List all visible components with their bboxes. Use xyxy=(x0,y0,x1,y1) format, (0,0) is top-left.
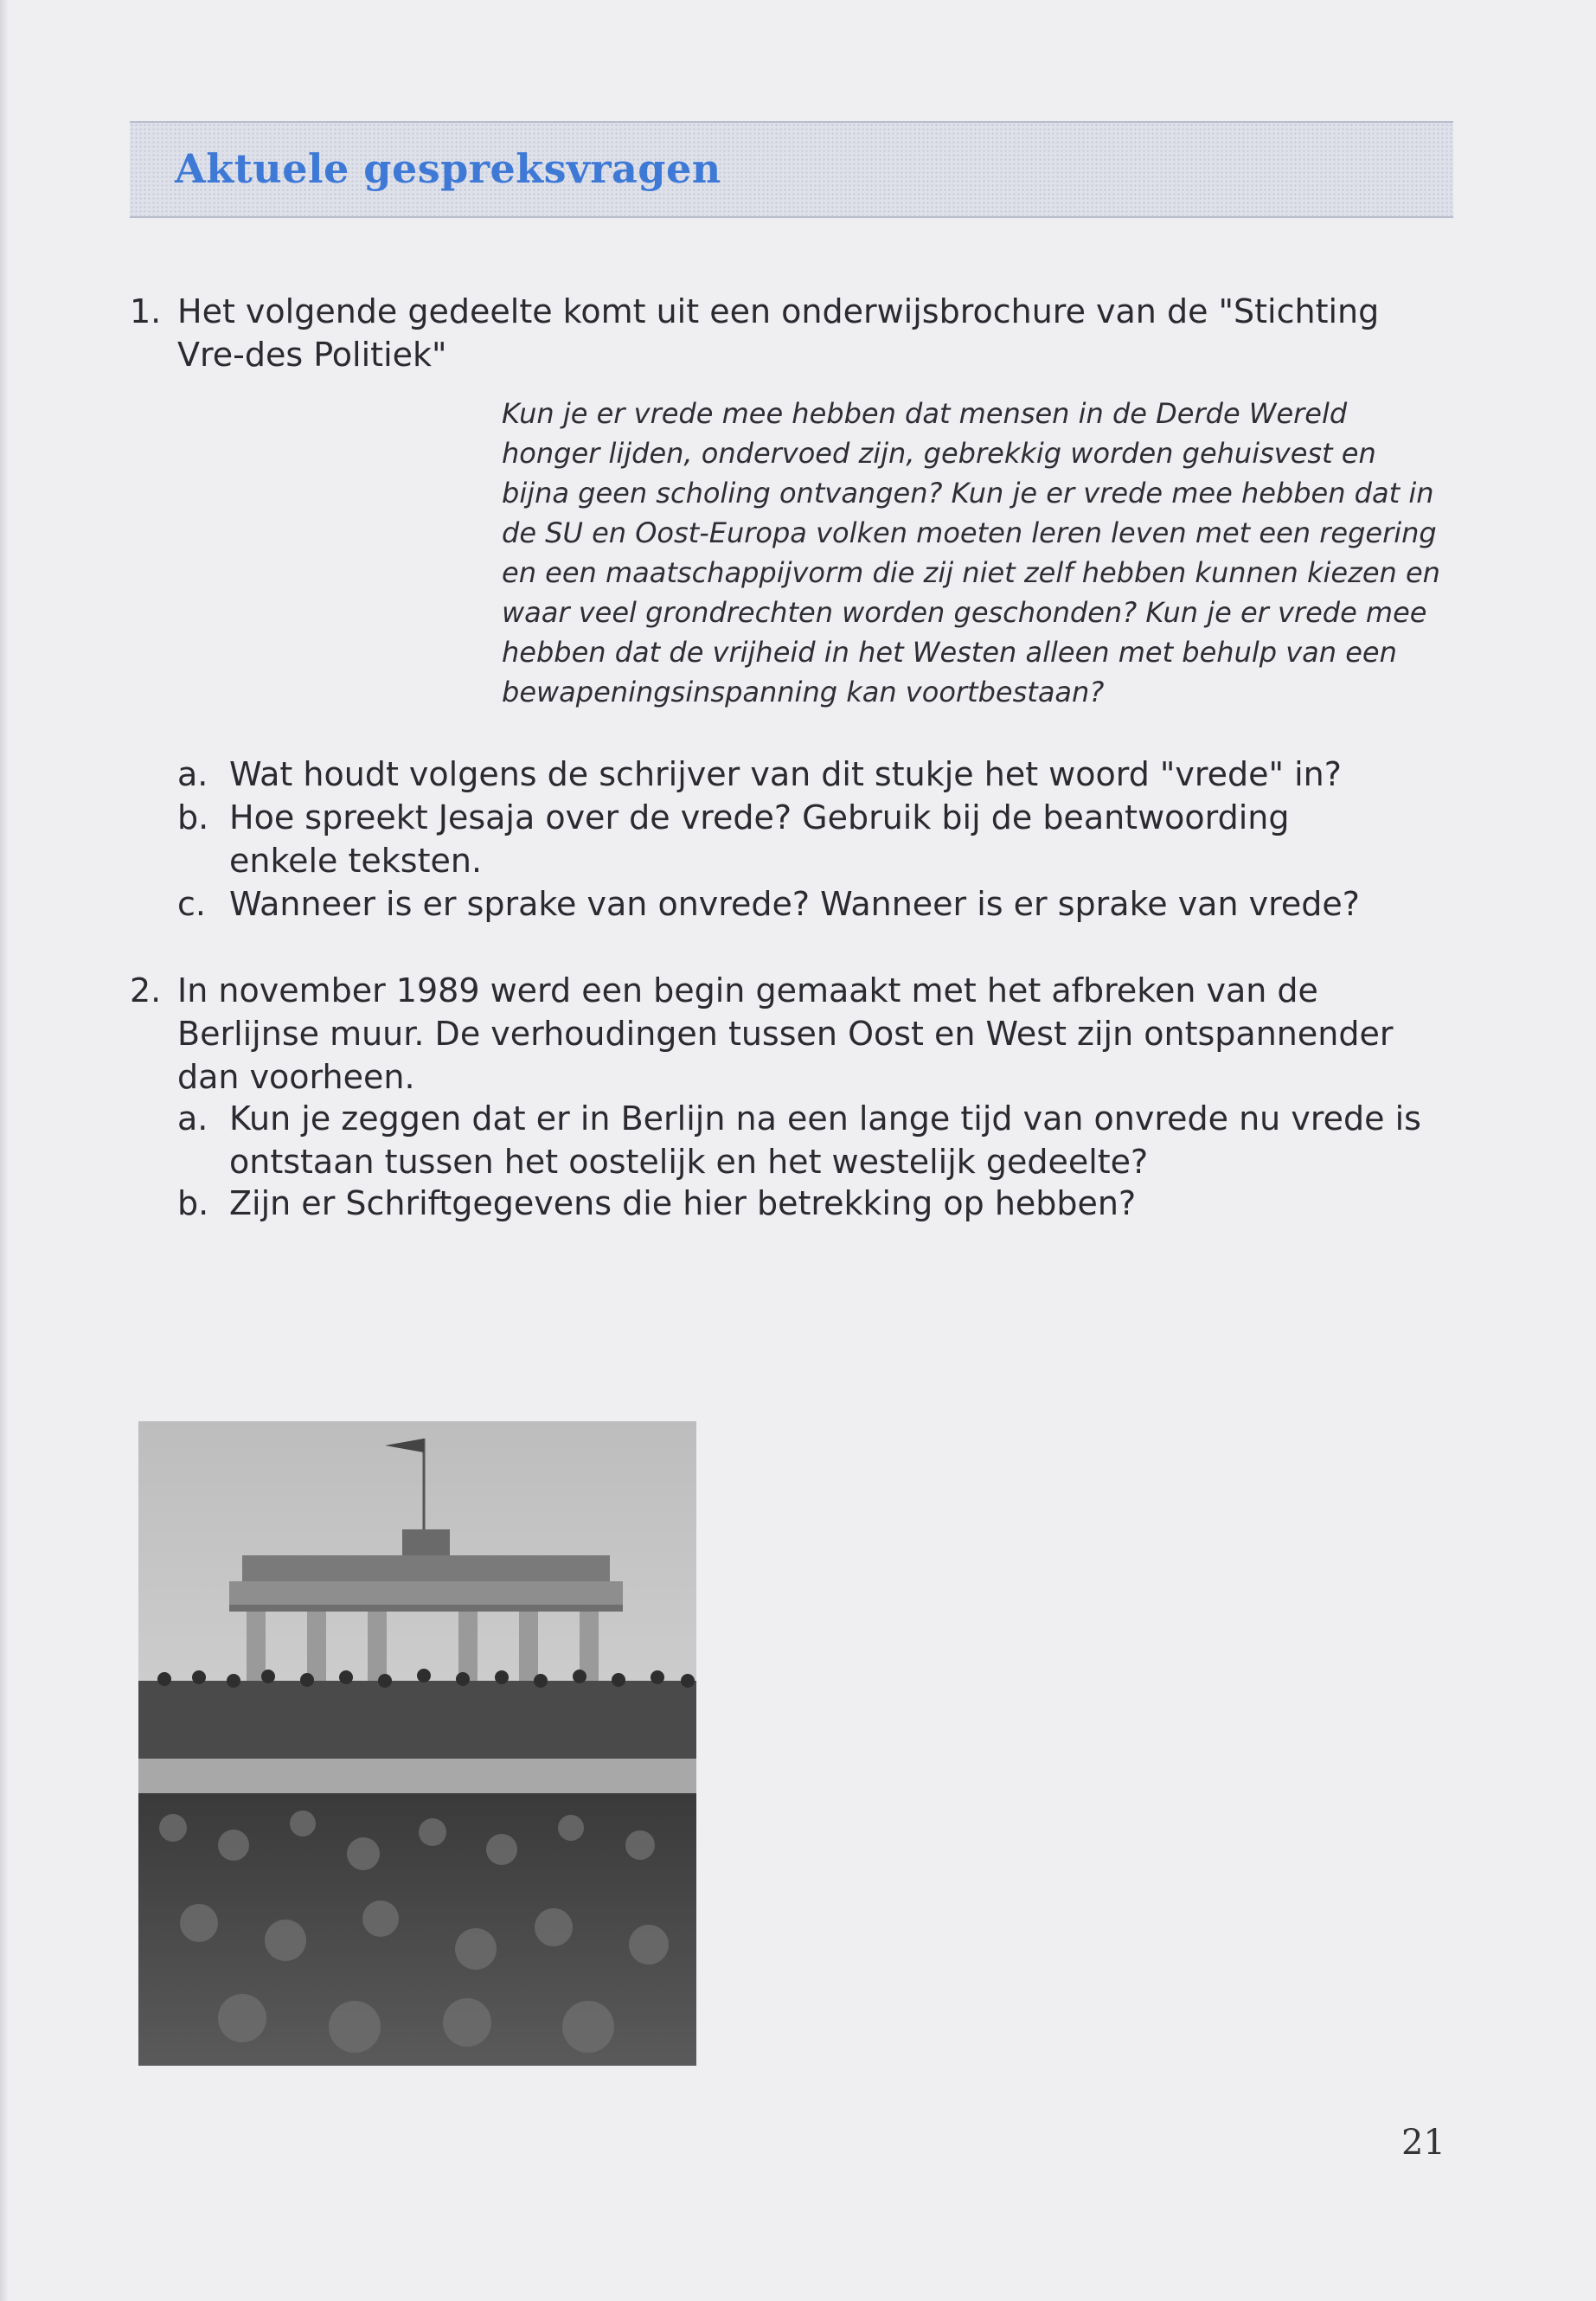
sub-letter: a. xyxy=(177,1099,208,1138)
brochure-quote: Kun je er vrede mee hebben dat mensen in de Derde Wereld honger lijden, ondervoed zijn, gebrekkig worden gehuisvest en bijna geen scholing ontvangen? Kun je er vrede mee hebben dat in de SU en Oost-Europa volken moeten leren leven met een regering en een maatschappijvorm die zij niet zelf hebben kunnen kiezen en waar veel grondrechten worden geschonden? Kun je er vrede mee hebben dat de vrijheid in het Westen alleen met behulp van een bewapeningsinspanning kan voortbestaan? xyxy=(502,397,1440,708)
sub-text: Hoe spreekt Jesaja over de vrede? Gebruik bij de beantwoording enkele teksten. xyxy=(229,798,1290,880)
gate-entablature xyxy=(229,1581,623,1607)
sub-letter: c. xyxy=(177,885,206,923)
question-number: 1. xyxy=(130,292,162,330)
quadriga xyxy=(402,1529,450,1560)
sub-letter: b. xyxy=(177,798,209,836)
section-header xyxy=(130,121,1453,218)
sub-text: Zijn er Schriftgegevens die hier betrekking op hebben? xyxy=(229,1184,1137,1222)
page-edge xyxy=(0,0,9,2301)
question-text: Het volgende gedeelte komt uit een onderwijsbrochure van de "Stichting Vre-des Politiek" xyxy=(177,292,1380,374)
sub-text: Kun je zeggen dat er in Berlijn na een lange tijd van onvrede nu vrede is ontstaan tussen het oostelijk en het westelijk gedeelte? xyxy=(229,1099,1421,1181)
section-title: Aktuele gespreksvragen xyxy=(175,145,721,192)
sub-text: Wanneer is er sprake van onvrede? Wanneer is er sprake van vrede? xyxy=(229,885,1360,923)
sub-letter: a. xyxy=(177,755,208,793)
people-on-wall xyxy=(138,1681,696,1763)
sub-text: Wat houdt volgens de schrijver van dit stukje het woord "vrede" in? xyxy=(229,755,1342,793)
brandenburg-gate-photo xyxy=(138,1421,696,2066)
page-number: 21 xyxy=(1401,2123,1445,2163)
photo-illustration xyxy=(138,1421,696,2066)
berlin-wall xyxy=(138,1759,696,1793)
gate-attic xyxy=(242,1555,610,1581)
question-text: In november 1989 werd een begin gemaakt met het afbreken van de Berlijnse muur. De verhoudingen tussen Oost en West zijn ontspannender dan voorheen. xyxy=(177,971,1394,1096)
sub-letter: b. xyxy=(177,1184,209,1222)
question-number: 2. xyxy=(130,971,162,1009)
